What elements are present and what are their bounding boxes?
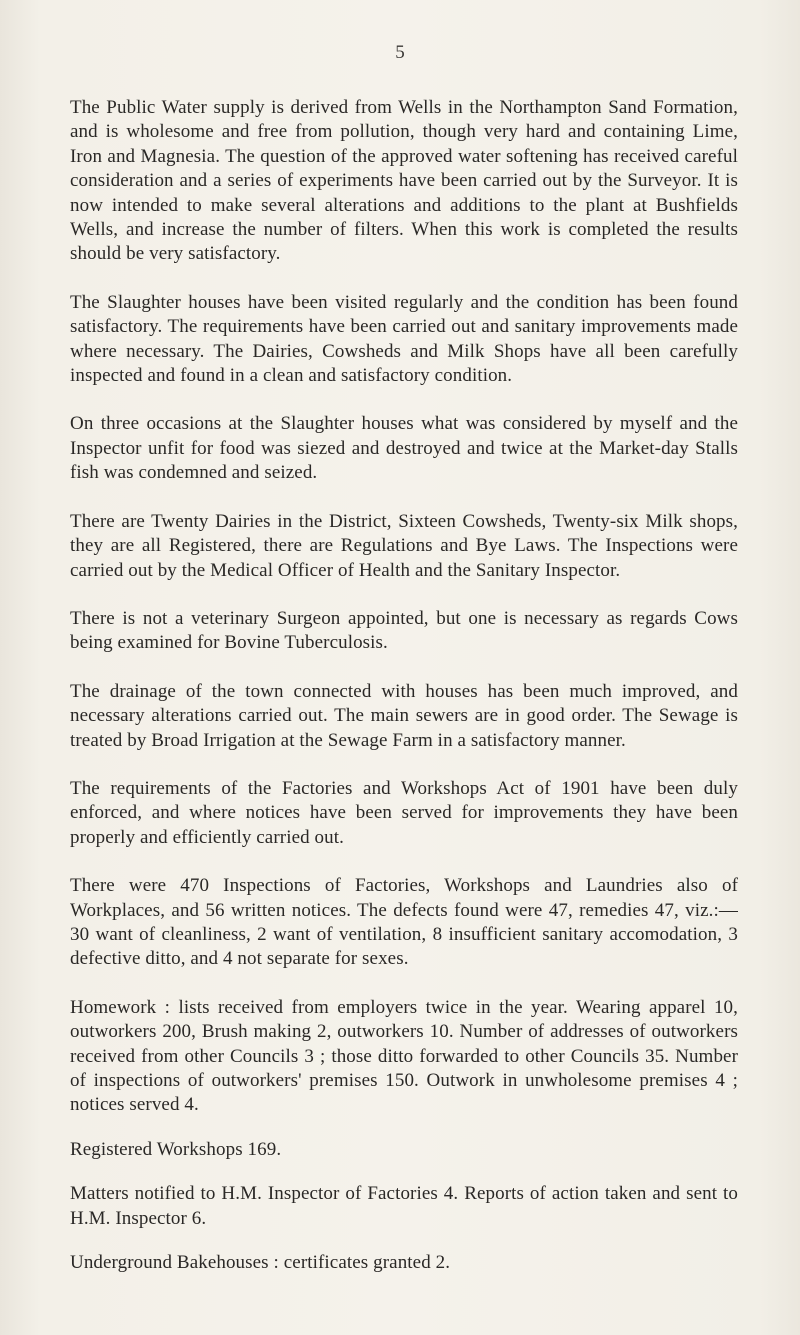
paragraph-registered-workshops: Registered Workshops 169. [70, 1138, 282, 1160]
page-number: 5 [395, 42, 405, 63]
paragraph-water-supply: The Public Water supply is derived from Wells in the Northampton Sand Formation, and is wholesome and free from pollution, though very hard and containing Lime, Iron and Magnesia. The question of the approved water softening has received careful consideration and a series of experiments have been carried out by the Surveyor. It is now intended to make several alterations and additions to the plant at Bushfields Wells, and increase the number of filters. When this work is completed the results should be very satisfactory. [70, 97, 738, 265]
paragraph-slaughter-houses: The Slaughter houses have been visited regularly and the condition has been found satisfactory. The requirements have been carried out and sanitary improvements made where necessary. The Dairies, Cowsheds and Milk Shops have all been carefully inspected and found in a clean and satisfactory condition. [70, 291, 738, 387]
paragraph-veterinary: There is not a veterinary Surgeon appointed, but one is necessary as regards Cows being examined for Bovine Tuberculosis. [70, 607, 738, 654]
paragraph-drainage: The drainage of the town connected with houses has been much improved, and necessary alterations carried out. The main sewers are in good order. The Sewage is treated by Broad Irrigation at the Sewage Farm in a satisfactory manner. [70, 680, 738, 751]
paragraph-bakehouses: Underground Bakehouses : certificates granted 2. [70, 1252, 451, 1274]
paragraph-matters-notified: Matters notified to H.M. Inspector of Factories 4. Reports of action taken and sent to H.M. Inspector 6. [70, 1183, 738, 1229]
paragraph-inspections: There were 470 Inspections of Factories, Workshops and Laundries also of Workplaces, and 56 written notices. The defects found were 47, remedies 47, viz.:—30 want of cleanliness, 2 want of ventilation, 8 insufficient sanitary accomodation, 3 defective ditto, and 4 not separate for sexes. [70, 875, 738, 970]
paragraph-homework: Homework : lists received from employers twice in the year. Wearing apparel 10, outworkers 200, Brush making 2, outworkers 10. Number of addresses of outworkers received from other Councils 3 ; those ditto forwarded to other Councils 35. Number of inspections of outworkers' premises 150. Outwork in unwholesome premises 4 ; notices served 4. [70, 996, 738, 1116]
paragraph-factories-act: The requirements of the Factories and Workshops Act of 1901 have been duly enforced, and where notices have been served for improvements they have been properly and efficiently carried out. [70, 777, 738, 848]
paragraph-unfit-food: On three occasions at the Slaughter houses what was considered by myself and the Inspector unfit for food was siezed and destroyed and twice at the Market-day Stalls fish was condemned and seized. [70, 413, 738, 484]
paragraph-dairies: There are Twenty Dairies in the District, Sixteen Cowsheds, Twenty-six Milk shops, they are all Registered, there are Regulations and Bye Laws. The Inspections were carried out by the Medical Officer of Health and the Sanitary Inspector. [70, 510, 738, 581]
report-body [70, 96, 738, 1299]
